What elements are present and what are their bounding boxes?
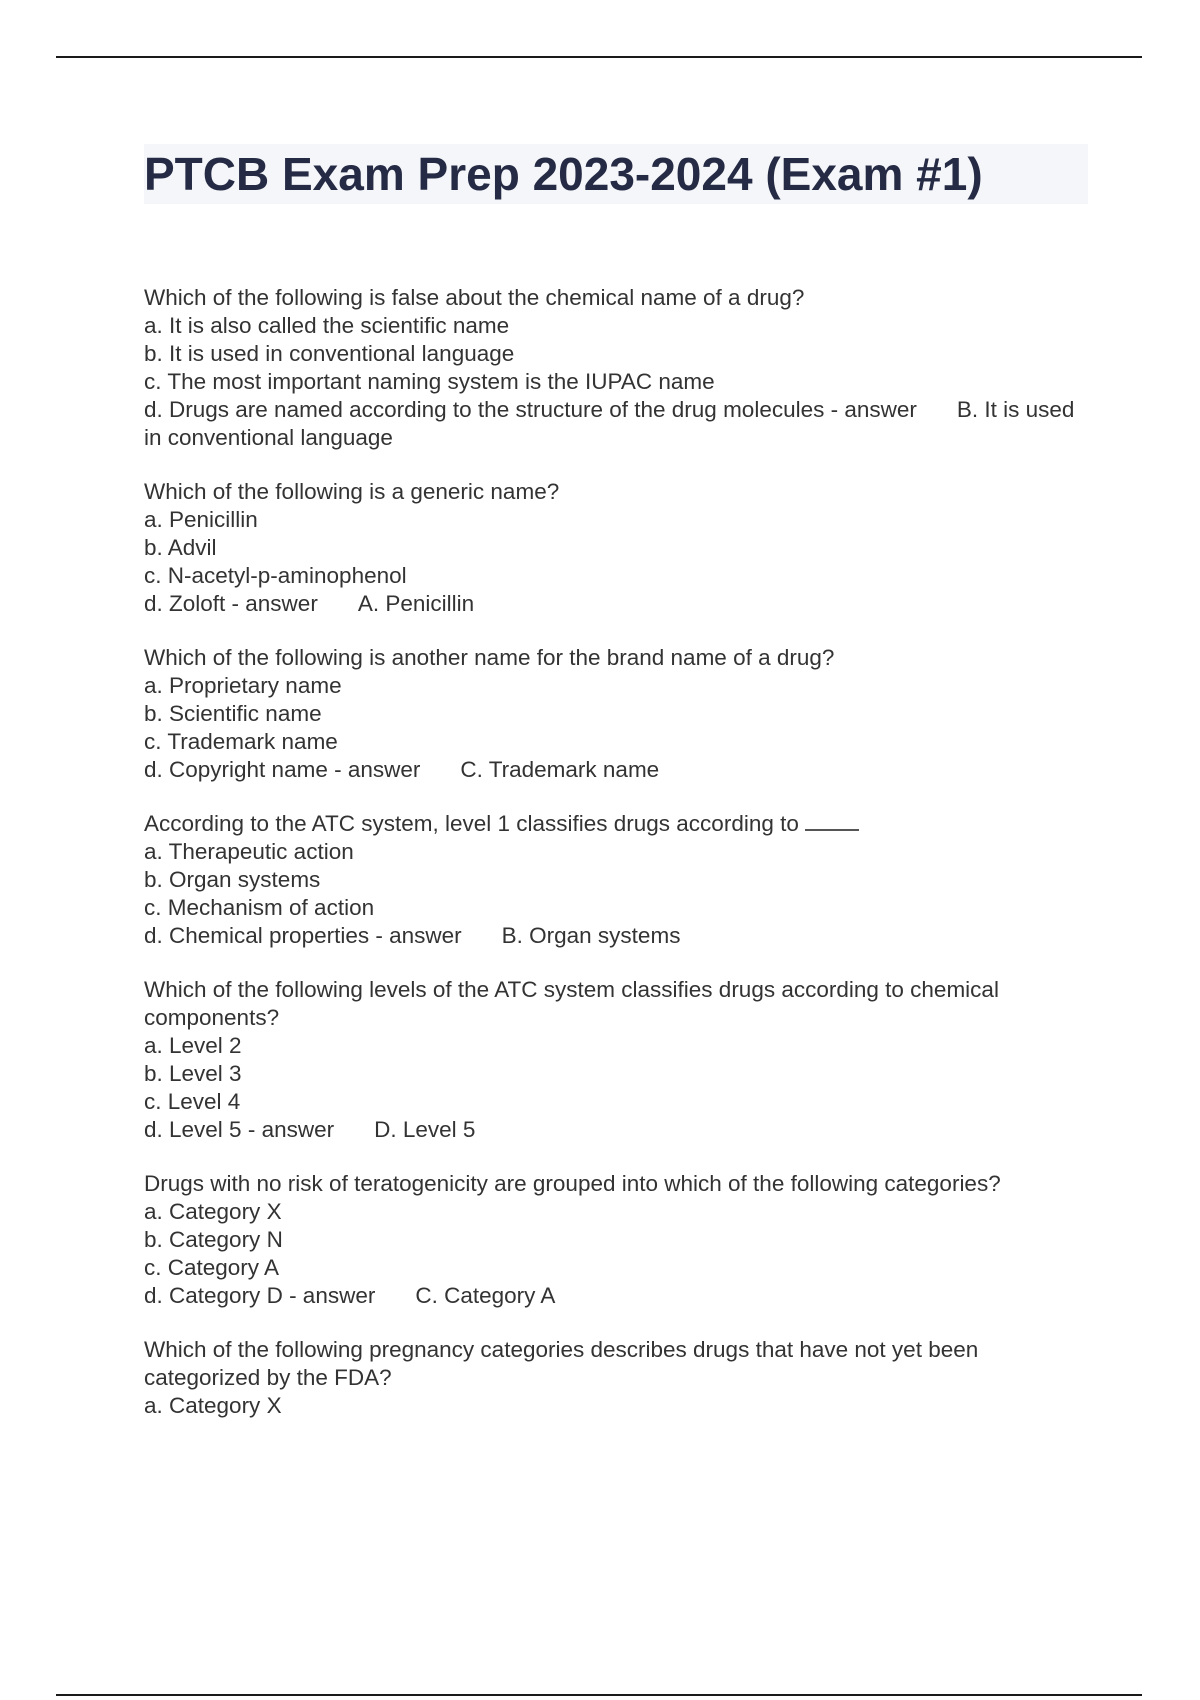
- question-stem: Which of the following pregnancy categories describes drugs that have not yet been categorized by the FDA?: [144, 1337, 979, 1390]
- question-3: [144, 644, 1088, 784]
- option-with-answer: [144, 396, 1088, 452]
- option-with-answer: [144, 756, 1088, 784]
- question-2: [144, 478, 1088, 618]
- option: d. Category D - answer: [144, 1283, 376, 1308]
- option-with-answer: [144, 1282, 1088, 1310]
- option: a. Level 2: [144, 1033, 242, 1058]
- bottom-rule: [56, 1694, 1142, 1696]
- option: d. Level 5 - answer: [144, 1117, 335, 1142]
- option: d. Copyright name - answer: [144, 757, 421, 782]
- question-stem: Which of the following levels of the ATC system classifies drugs according to chemical components?: [144, 977, 999, 1030]
- option: a. Therapeutic action: [144, 839, 354, 864]
- option: b. It is used in conventional language: [144, 341, 515, 366]
- option: d. Drugs are named according to the structure of the drug molecules - answer: [144, 397, 917, 422]
- option: c. Category A: [144, 1255, 280, 1280]
- option: d. Zoloft - answer: [144, 591, 318, 616]
- answer: C. Trademark name: [460, 757, 660, 782]
- option: b. Level 3: [144, 1061, 242, 1086]
- option: a. It is also called the scientific name: [144, 313, 510, 338]
- option: c. Trademark name: [144, 729, 338, 754]
- question-stem: Drugs with no risk of teratogenicity are grouped into which of the following categories?: [144, 1171, 1001, 1196]
- question-stem: According to the ATC system, level 1 classifies drugs according to: [144, 811, 799, 836]
- option: b. Scientific name: [144, 701, 322, 726]
- question-1: [144, 284, 1088, 452]
- option: a. Category X: [144, 1393, 282, 1418]
- option: b. Advil: [144, 535, 217, 560]
- answer: D. Level 5: [374, 1117, 476, 1142]
- page-title: PTCB Exam Prep 2023-2024 (Exam #1): [144, 144, 1088, 204]
- option: a. Category X: [144, 1199, 282, 1224]
- fill-in-blank: [805, 811, 859, 831]
- answer: B. It is used in conventional language: [144, 397, 1075, 450]
- top-rule: [56, 56, 1142, 58]
- question-list: [144, 284, 1088, 1446]
- question-4: [144, 810, 1088, 950]
- option-with-answer: [144, 1116, 1088, 1144]
- answer: A. Penicillin: [357, 591, 475, 616]
- question-stem: Which of the following is a generic name?: [144, 479, 560, 504]
- option: c. Level 4: [144, 1089, 241, 1114]
- option: a. Proprietary name: [144, 673, 342, 698]
- option-with-answer: [144, 922, 1088, 950]
- option: c. N-acetyl-p-aminophenol: [144, 563, 407, 588]
- option-with-answer: [144, 590, 1088, 618]
- answer: C. Category A: [415, 1283, 556, 1308]
- question-stem: Which of the following is another name for the brand name of a drug?: [144, 645, 835, 670]
- option: b. Category N: [144, 1227, 283, 1252]
- question-5: [144, 976, 1088, 1144]
- question-7: [144, 1336, 1088, 1420]
- question-6: [144, 1170, 1088, 1310]
- option: c. The most important naming system is the IUPAC name: [144, 369, 715, 394]
- option: b. Organ systems: [144, 867, 321, 892]
- option: d. Chemical properties - answer: [144, 923, 462, 948]
- answer: B. Organ systems: [501, 923, 681, 948]
- question-stem-with-blank: [144, 810, 1088, 838]
- question-stem: Which of the following is false about the chemical name of a drug?: [144, 285, 805, 310]
- option: a. Penicillin: [144, 507, 258, 532]
- option: c. Mechanism of action: [144, 895, 375, 920]
